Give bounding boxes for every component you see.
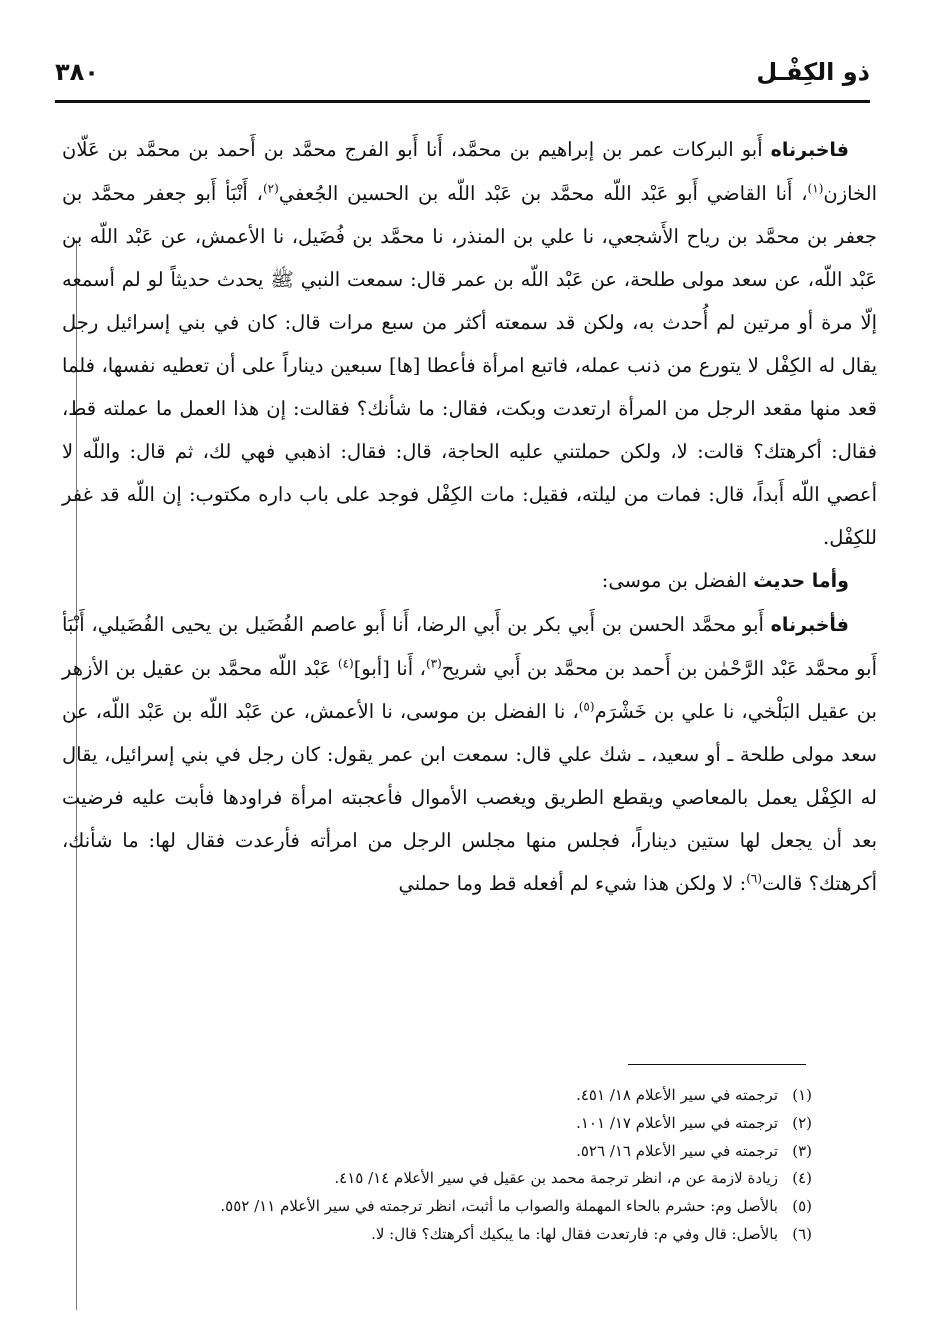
footnote bbox=[112, 1193, 812, 1221]
footnote-number: (٥) bbox=[792, 1197, 812, 1216]
footnote-ref: (٣) bbox=[425, 656, 442, 671]
footnote-text: بالأصل: قال وفي م: فارتعدت فقال لها: ما يبكيك أكرهتك؟ قال: لا. bbox=[371, 1224, 778, 1243]
main-text bbox=[62, 128, 877, 905]
footnote bbox=[112, 1110, 812, 1138]
paragraph-text: : لا ولكن هذا شيء لم أفعله قط وما حملني bbox=[398, 872, 747, 895]
footnote-number: (٦) bbox=[792, 1224, 812, 1243]
paragraph-text: عَبْد اللّه محمَّد بن عقيل بن الأزهر بن عقيل البَلْخي، نا علي بن خَشْرَم bbox=[62, 657, 877, 723]
footnote-ref: (٢) bbox=[262, 181, 279, 196]
footnote-text: زيادة لازمة عن م، انظر ترجمة محمد بن عقيل في سير الأعلام ١٤/ ٤١٥. bbox=[334, 1169, 778, 1188]
footnote bbox=[112, 1138, 812, 1166]
footnote-ref: (٤) bbox=[337, 656, 354, 671]
footnote-text: ترجمته في سير الأعلام ١٧/ ١٠١. bbox=[576, 1113, 778, 1132]
paragraph-text: ، أَنا [أبو] bbox=[353, 657, 426, 680]
paragraph-lead: فاخبرناه bbox=[770, 139, 849, 161]
heading-lead: وأما حديث bbox=[753, 570, 849, 592]
footnotes bbox=[112, 1082, 812, 1249]
heading-text: الفضل بن موسى: bbox=[601, 569, 754, 592]
footnote-text: بالأصل وم: حشرم بالحاء المهملة والصواب ما أثبت، انظر ترجمته في سير الأعلام ١١/ ٥٥٢. bbox=[220, 1197, 778, 1216]
header-rule bbox=[55, 100, 870, 103]
footnote-ref: (٥) bbox=[578, 699, 595, 714]
section-heading bbox=[62, 559, 877, 603]
footnote-ref: (٦) bbox=[746, 871, 763, 886]
page-number: ٣٨٠ bbox=[55, 58, 99, 86]
paragraph-text: أَبو محمَّد الحسن بن أَبي بكر بن أَبي الرضا، أَنا أَبو عاصم الفُضَيل بن يحيى الفُضَيلي، أَنْبَأ أَبو محمَّد عَبْد الرَّحْمٰن بن أَحمد بن محمَّد بن أَبي شريح bbox=[62, 613, 877, 680]
footnote bbox=[112, 1082, 812, 1110]
footnote-ref: (١) bbox=[807, 181, 824, 196]
footnote-number: (٤) bbox=[792, 1169, 812, 1188]
footnote-number: (١) bbox=[792, 1086, 812, 1104]
footnote-text: ترجمته في سير الأعلام ١٦/ ٥٢٦. bbox=[576, 1141, 778, 1160]
footnote-number: (٣) bbox=[792, 1141, 812, 1160]
paragraph-text: أَبو البركات عمر بن إبراهيم بن محمَّد، أَنا أَبو الفرج محمَّد بن أَحمد بن محمَّد بن عَلّان الخازن bbox=[62, 138, 877, 205]
paragraph-text: ، نا الفضل بن موسى، نا الأعمش، عن عَبْد اللّه بن عَبْد اللّه، عن سعد مولى طلحة ـ أو سعيد، ـ شك علي قال: سمعت ابن عمر يقول: كان رجل في بني إسرائيل، يقال له الكِفْل يعمل بالمعاصي ويقطع الطريق ويغصب الأموال فأعجبته امرأة فراودها فأبت عليه فرضيت بعد أن يجعل لها ستين ديناراً، فجلس منها مجلس الرجل من امرأته فأرعدت فقال لها: ما شأنك، أكرهتك؟ قالت bbox=[62, 700, 877, 895]
paragraph-text: ، أَنا القاضي أَبو عَبْد اللّه محمَّد بن عَبْد اللّه بن الحسين الجُعفي bbox=[278, 182, 808, 205]
paragraph-text: ، أَنْبَأ أَبو جعفر محمَّد بن جعفر بن محمَّد بن رياح الأَشجعي، نا علي بن المنذر، نا محمَّد بن فُضَيل، نا الأعمش، عن عَبْد اللّه بن عَبْد اللّه، عن سعد مولى طلحة، عن عَبْد اللّه بن عمر قال: سمعت النبي ﷺ يحدث حديثاً لو لم أسمعه إلّا مرة أو مرتين لم أُحدث به، ولكن قد سمعته أكثر من سبع مرات قال: كان في بني إسرائيل رجل يقال له الكِفْل لا يتورع من ذنب عمله، فاتبع امرأة فأعطا [ها] سبعين ديناراً على أن تعطيه نفسها، فلما قعد منها مقعد الرجل من المرأة ارتعدت وبكت، فقال: ما شأنك؟ فقالت: إن هذا العمل ما عملته قط، فقال: أكرهتك؟ قالت: لا، ولكن حملتني عليه الحاجة، قال: فقال: اذهبي فهي لك، ثم قال: واللّه لا أعصي اللّه أَبداً، قال: فمات من ليلته، فقيل: مات الكِفْل فوجد على باب داره مكتوب: إن اللّه قد غفر للكِفْل. bbox=[62, 182, 877, 549]
paragraph-lead: فأخبرناه bbox=[770, 614, 849, 636]
paragraph-2 bbox=[62, 603, 877, 905]
page-header bbox=[55, 58, 870, 98]
footnote bbox=[112, 1165, 812, 1193]
footnote-text: ترجمته في سير الأعلام ١٨/ ٤٥١. bbox=[576, 1086, 778, 1104]
footnote-number: (٢) bbox=[792, 1113, 812, 1132]
footnote-rule bbox=[628, 1064, 806, 1065]
paragraph-1 bbox=[62, 128, 877, 559]
running-title: ذو الكِفْـل bbox=[756, 58, 870, 86]
footnote bbox=[112, 1221, 812, 1249]
